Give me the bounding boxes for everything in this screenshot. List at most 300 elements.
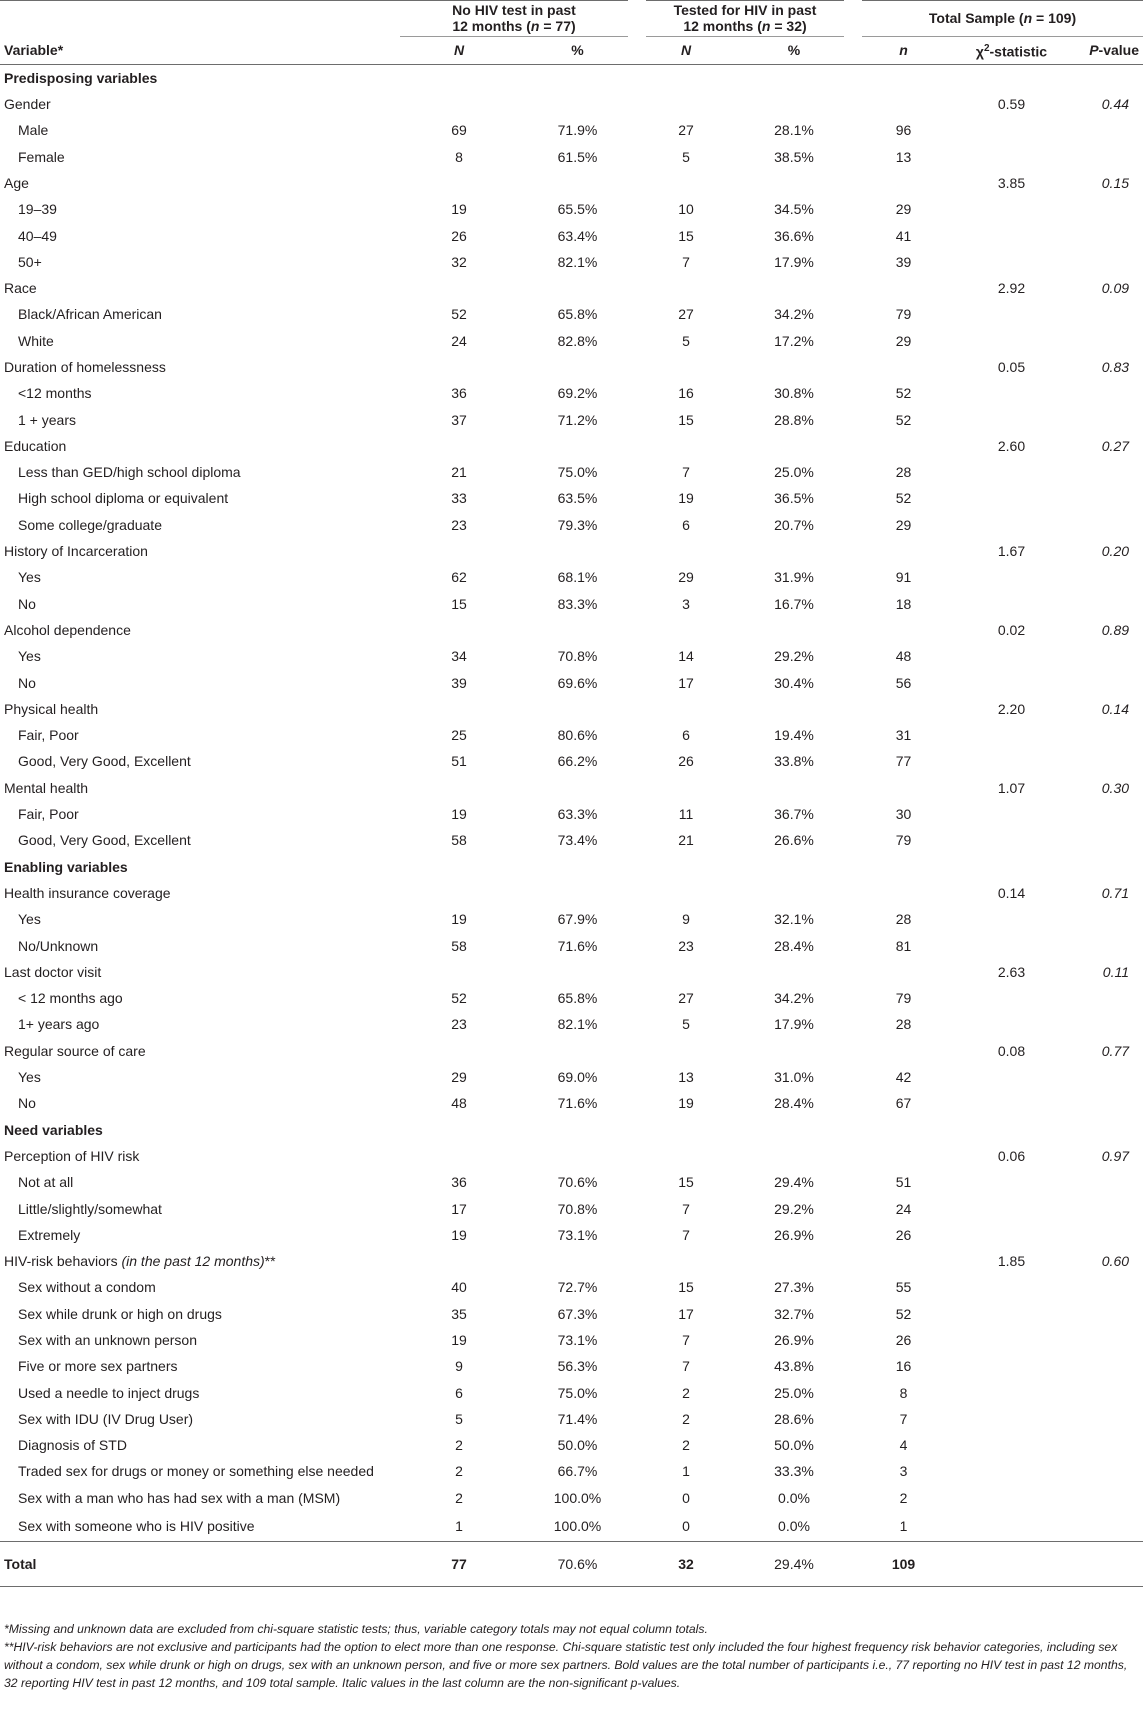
row-label: < 12 months ago [18,990,123,1007]
cell-chi-statistic: 0.06 [997,1147,1026,1164]
cell-n-tested: 5 [682,148,690,165]
cell-pct-no-test: 66.2% [557,753,598,770]
cell-n-total: 2 [899,1489,908,1506]
cell-n-tested: 14 [678,648,694,665]
cell-p-value [1069,932,1143,958]
cell-n-total: 13 [895,148,912,165]
cell-chi-statistic: 0.08 [997,1042,1026,1059]
section-row [0,1116,1143,1142]
cell-chi-statistic [954,380,1069,406]
cell-n-tested: 0 [637,1511,735,1542]
variable-row [0,1248,1143,1274]
cell-pct-no-test [518,1248,637,1274]
cell-pct-no-test: 63.5% [557,490,598,507]
cell-chi-statistic [954,1301,1069,1327]
cell-pct-no-test: 69.0% [557,1069,598,1086]
cell-chi-statistic [954,143,1069,169]
cell-n-tested [637,91,735,117]
cell-n-no-test: 33 [451,490,467,507]
cell-pct-tested: 26.9% [774,1331,814,1348]
cell-n-total [853,354,954,380]
cell-n-total: 28 [895,1016,912,1033]
cell-pct-no-test [518,1116,637,1142]
cell-n-no-test: 9 [455,1358,463,1375]
cell-pct-no-test: 83.3% [557,595,598,612]
cell-p-value [1069,591,1143,617]
cell-pct-tested: 36.5% [774,490,814,507]
cell-pct-tested [735,617,853,643]
cell-p-value [1069,748,1143,774]
cell-chi-statistic [954,485,1069,511]
cell-n-tested: 13 [678,1069,694,1086]
row-label: Last doctor visit [4,963,102,980]
cell-p-value: 0.11 [1102,963,1130,980]
cell-n-total: 8 [899,1384,908,1401]
cell-n-total: 1 [853,1511,954,1542]
row-label: Yes [18,569,41,586]
cell-n-tested: 2 [682,1410,690,1427]
cell-pct-tested: 28.4% [774,937,814,954]
cell-n-tested: 1 [682,1463,690,1480]
cell-pct-tested [735,64,853,91]
cell-n-tested [637,617,735,643]
variable-row [0,275,1143,301]
cell-n-tested: 27 [678,306,694,323]
cell-n-tested: 7 [682,1226,690,1243]
header-group-no-test: No HIV test in past 12 months (n = 77) [400,0,637,37]
row-label: Enabling variables [4,858,128,875]
table-row [0,1222,1143,1248]
col-header-pct1: % [518,37,637,64]
cell-pct-tested: 34.2% [774,306,814,323]
row-label: No/Unknown [18,937,99,954]
cell-p-value [1069,669,1143,695]
cell-pct-no-test: 79.3% [557,516,598,533]
cell-pct-tested: 38.5% [774,148,814,165]
cell-n-no-test: 37 [451,411,467,428]
total-label: Total [0,1541,400,1586]
cell-n-tested [637,696,735,722]
table-row [0,1169,1143,1195]
cell-p-value: 0.14 [1101,700,1130,717]
cell-pct-no-test: 73.1% [557,1331,598,1348]
row-label: Education [4,437,67,454]
cell-n-total [853,617,954,643]
cell-pct-tested: 33.8% [774,753,814,770]
cell-chi-statistic [954,328,1069,354]
cell-n-tested [637,854,735,880]
cell-pct-no-test: 71.4% [557,1410,598,1427]
total-row [0,1541,1143,1586]
cell-n-total: 56 [895,674,912,691]
cell-n-tested: 7 [682,1358,690,1375]
cell-pct-no-test: 61.5% [557,148,598,165]
variable-row [0,617,1143,643]
cell-n-no-test: 58 [451,937,467,954]
cell-p-value [1069,985,1143,1011]
cell-n-tested: 7 [682,464,690,481]
total-pct-tested: 29.4% [735,1541,853,1586]
cell-n-no-test: 52 [451,990,467,1007]
cell-chi-statistic: 1.67 [997,543,1026,560]
cell-n-total: 29 [895,332,912,349]
cell-n-tested [637,1248,735,1274]
table-row [0,722,1143,748]
cell-chi-statistic [954,1274,1069,1300]
section-row [0,64,1143,91]
cell-n-total: 51 [895,1174,912,1191]
cell-pct-no-test: 65.8% [557,306,598,323]
cell-n-total: 67 [895,1095,912,1112]
cell-pct-tested: 17.2% [774,332,814,349]
table-row [0,1511,1143,1542]
cell-pct-tested: 26.6% [774,832,814,849]
row-label: Little/slightly/somewhat [18,1200,162,1217]
cell-n-tested [637,880,735,906]
cell-n-total [853,538,954,564]
cell-n-no-test [400,275,518,301]
row-label: Good, Very Good, Excellent [18,753,191,770]
cell-n-total: 52 [895,411,912,428]
cell-n-no-test: 19 [451,806,467,823]
cell-n-no-test: 6 [455,1384,463,1401]
row-label: Duration of homelessness [4,359,166,375]
cell-p-value: 0.77 [1101,1042,1130,1059]
cell-pct-tested: 32.7% [774,1305,814,1322]
cell-n-no-test [400,354,518,380]
cell-chi-statistic [954,1064,1069,1090]
row-label: Sex while drunk or high on drugs [18,1305,222,1322]
cell-pct-no-test [518,275,637,301]
cell-n-no-test [400,433,518,459]
header-group-total: Total Sample (n = 109) [853,0,1143,37]
cell-n-tested [637,170,735,196]
cell-n-total: 79 [895,306,912,323]
cell-p-value [1069,564,1143,590]
col-header-n2: N [637,37,735,64]
cell-n-tested: 2 [682,1437,690,1454]
cell-n-tested: 17 [678,674,694,691]
row-label: <12 months [18,385,92,402]
cell-chi-statistic [954,1485,1069,1511]
cell-p-value [1069,459,1143,485]
cell-p-value: 0.15 [1101,174,1130,191]
cell-n-total [853,959,954,985]
row-label: Less than GED/high school diploma [18,464,241,481]
cell-n-no-test: 23 [451,1016,467,1033]
cell-n-tested [637,64,735,91]
cell-pct-tested [735,854,853,880]
cell-p-value [1069,1116,1143,1142]
cell-p-value [1069,1379,1143,1405]
table-row [0,222,1143,248]
cell-pct-no-test [518,1038,637,1064]
cell-p-value [1069,1064,1143,1090]
table-row [0,906,1143,932]
table-row [0,380,1143,406]
cell-chi-statistic [954,854,1069,880]
cell-n-no-test [400,696,518,722]
cell-pct-no-test: 67.3% [557,1305,598,1322]
cell-n-tested [637,775,735,801]
cell-p-value [1069,1485,1143,1511]
cell-pct-tested: 26.9% [774,1226,814,1243]
cell-pct-no-test: 68.1% [557,569,598,586]
cell-n-no-test [400,538,518,564]
cell-n-total: 41 [895,227,912,244]
variable-row [0,433,1143,459]
cell-pct-tested: 0.0% [778,1489,810,1506]
table-row [0,485,1143,511]
cell-pct-tested: 33.3% [774,1463,814,1480]
cell-pct-tested: 34.5% [774,201,814,218]
row-label: Predisposing variables [4,69,158,86]
cell-chi-statistic [954,512,1069,538]
variable-row [0,1143,1143,1169]
variable-row [0,775,1143,801]
cell-chi-statistic [954,1327,1069,1353]
cell-n-total: 96 [895,122,912,139]
row-label: Perception of HIV risk [4,1147,140,1164]
cell-n-no-test: 19 [451,201,467,218]
cell-n-no-test: 1 [400,1511,518,1542]
cell-n-no-test: 24 [451,332,467,349]
row-label: Black/African American [18,306,162,323]
cell-chi-statistic [954,643,1069,669]
row-label: Need variables [4,1121,103,1138]
row-label: Yes [18,1069,41,1086]
cell-p-value [1069,196,1143,222]
cell-p-value [1069,1458,1143,1484]
row-label: No [18,1095,36,1112]
cell-pct-tested: 29.2% [774,648,814,665]
row-label: Yes [18,911,41,928]
cell-n-tested: 15 [678,1174,694,1191]
row-label: Extremely [18,1226,81,1243]
cell-pct-tested [735,354,853,380]
cell-chi-statistic [954,117,1069,143]
cell-chi-statistic [954,1222,1069,1248]
cell-p-value [1069,854,1143,880]
total-p-empty [1069,1541,1143,1586]
cell-chi-statistic [954,1116,1069,1142]
row-label: History of Incarceration [4,543,148,560]
variable-row [0,538,1143,564]
cell-n-tested: 15 [678,411,694,428]
cell-n-tested: 7 [682,1200,690,1217]
table-row [0,117,1143,143]
cell-n-tested [637,433,735,459]
cell-n-no-test [400,1248,518,1274]
cell-n-no-test [400,617,518,643]
cell-p-value: 0.09 [1101,280,1130,297]
row-label: White [18,332,54,349]
cell-pct-no-test: 75.0% [557,464,598,481]
cell-n-no-test: 39 [451,674,467,691]
cell-pct-no-test: 65.8% [557,990,598,1007]
cell-p-value [1069,1222,1143,1248]
cell-pct-no-test [518,617,637,643]
total-n-tested: 32 [637,1541,735,1586]
cell-n-total [853,1038,954,1064]
variable-row [0,696,1143,722]
footnote-1: *Missing and unknown data are excluded from chi-square statistic tests; thus, variable category totals may not equal column totals. [4,1622,708,1636]
cell-n-total: 24 [895,1200,912,1217]
cell-pct-no-test [518,433,637,459]
cell-chi-statistic [954,222,1069,248]
cell-pct-tested: 27.3% [774,1279,814,1296]
cell-pct-no-test: 71.6% [557,1095,598,1112]
col-header-n1: N [400,37,518,64]
table-row [0,564,1143,590]
cell-chi-statistic [954,801,1069,827]
cell-pct-no-test: 75.0% [557,1384,598,1401]
row-label: Sex with someone who is HIV positive [0,1511,400,1542]
cell-n-total: 28 [895,464,912,481]
cell-n-tested: 7 [682,253,690,270]
row-label: Yes [18,648,41,665]
cell-chi-statistic [954,1432,1069,1458]
cell-chi-statistic [954,985,1069,1011]
table-row [0,328,1143,354]
cell-pct-tested [735,275,853,301]
cell-pct-tested: 31.9% [774,569,814,586]
cell-pct-tested [735,880,853,906]
cell-n-total [853,1116,954,1142]
row-label: Sex without a condom [18,1279,156,1296]
cell-pct-tested: 25.0% [774,464,814,481]
total-chi-empty [954,1541,1069,1586]
cell-p-value [1069,643,1143,669]
cell-pct-tested: 19.4% [774,727,814,744]
cell-pct-no-test: 73.4% [557,832,598,849]
cell-pct-tested: 28.8% [774,411,814,428]
cell-n-no-test: 58 [451,832,467,849]
cell-pct-tested: 34.2% [774,990,814,1007]
cell-p-value: 0.30 [1101,779,1130,796]
cell-n-tested: 5 [682,1016,690,1033]
cell-pct-tested: 29.4% [774,1174,814,1191]
col-header-p: P-value [1069,37,1143,64]
cell-chi-statistic: 2.60 [997,437,1026,454]
table-row [0,1274,1143,1300]
cell-pct-no-test: 71.2% [557,411,598,428]
cell-pct-tested: 17.9% [774,253,814,270]
cell-n-total: 77 [895,753,912,770]
row-label: Good, Very Good, Excellent [18,832,191,849]
row-label: 1 + years [18,411,76,428]
cell-n-total: 26 [895,1331,912,1348]
table-row [0,932,1143,958]
cell-n-tested: 5 [682,332,690,349]
table-row [0,748,1143,774]
row-label: Fair, Poor [18,806,79,823]
row-label: Age [4,174,29,191]
cell-n-no-test: 25 [451,727,467,744]
footnote-2: **HIV-risk behaviors are not exclusive and participants had the option to elect more than one response. Chi-square statistic test only included the four highest frequency risk behavior categories, including sex without a condom, sex while drunk or high on drugs, sex with an unknown person, and five or more sex partners. Bold values are the total number of participants i.e., 77 reporting no HIV test in past 12 months, 32 reporting HIV test in past 12 months, and 109 total sample. Italic values in the last column are the non-significant p-values. [4,1640,1128,1690]
cell-pct-no-test: 56.3% [557,1358,598,1375]
cell-n-no-test: 8 [455,148,463,165]
cell-pct-tested: 31.0% [774,1069,814,1086]
cell-n-total: 16 [895,1358,912,1375]
cell-n-no-test: 2 [455,1463,463,1480]
cell-n-total: 18 [895,595,912,612]
cell-n-total [853,775,954,801]
row-label: Sex with a man who has had sex with a man (MSM) [18,1489,341,1506]
cell-pct-no-test: 67.9% [557,911,598,928]
cell-n-no-test: 26 [451,227,467,244]
variable-row [0,959,1143,985]
cell-p-value [1069,1301,1143,1327]
total-n-no-test: 77 [400,1541,518,1586]
cell-n-no-test: 19 [451,1226,467,1243]
cell-pct-no-test [518,696,637,722]
cell-pct-no-test: 63.3% [557,806,598,823]
row-label: Diagnosis of STD [18,1437,127,1454]
cell-n-no-test: 23 [451,516,467,533]
cell-pct-no-test [518,880,637,906]
cell-n-total: 29 [895,516,912,533]
cell-n-no-test: 32 [451,253,467,270]
cell-n-total [853,854,954,880]
cell-pct-tested [735,91,853,117]
cell-n-no-test: 36 [451,385,467,402]
cell-n-tested: 19 [678,490,694,507]
cell-n-no-test: 29 [451,1069,467,1086]
cell-n-no-test: 35 [451,1305,467,1322]
cell-n-total: 91 [895,569,912,586]
cell-pct-no-test: 70.6% [557,1174,598,1191]
header-column-row [0,37,1143,64]
cell-pct-no-test [518,354,637,380]
cell-n-no-test: 2 [455,1489,463,1506]
cell-chi-statistic [954,64,1069,91]
cell-n-tested: 27 [678,990,694,1007]
cell-pct-no-test [518,775,637,801]
cell-n-tested: 0 [682,1489,690,1506]
cell-n-no-test: 62 [451,569,467,586]
cell-chi-statistic: 2.20 [997,700,1026,717]
table-row [0,669,1143,695]
cell-n-no-test [400,1116,518,1142]
cell-n-tested [637,1143,735,1169]
cell-n-total: 39 [895,253,912,270]
cell-p-value: 0.27 [1101,437,1130,454]
cell-n-tested: 9 [682,911,690,928]
cell-p-value [1069,222,1143,248]
cell-p-value [1069,722,1143,748]
cell-p-value [1069,1011,1143,1037]
cell-pct-tested [735,1116,853,1142]
cell-pct-no-test: 66.7% [557,1463,598,1480]
cell-chi-statistic [954,748,1069,774]
cell-pct-tested: 28.4% [774,1095,814,1112]
cell-pct-tested: 43.8% [774,1358,814,1375]
cell-n-total: 29 [895,201,912,218]
cell-chi-statistic [954,459,1069,485]
cell-pct-no-test [518,854,637,880]
cell-p-value [1069,1327,1143,1353]
row-label: No [18,674,36,691]
cell-n-total: 30 [895,806,912,823]
table-row [0,1195,1143,1221]
table-row [0,1485,1143,1511]
cell-n-total: 81 [895,937,912,954]
cell-pct-tested: 29.2% [774,1200,814,1217]
cell-p-value [1069,1511,1143,1542]
cell-pct-tested [735,1143,853,1169]
cell-n-no-test: 40 [451,1279,467,1296]
